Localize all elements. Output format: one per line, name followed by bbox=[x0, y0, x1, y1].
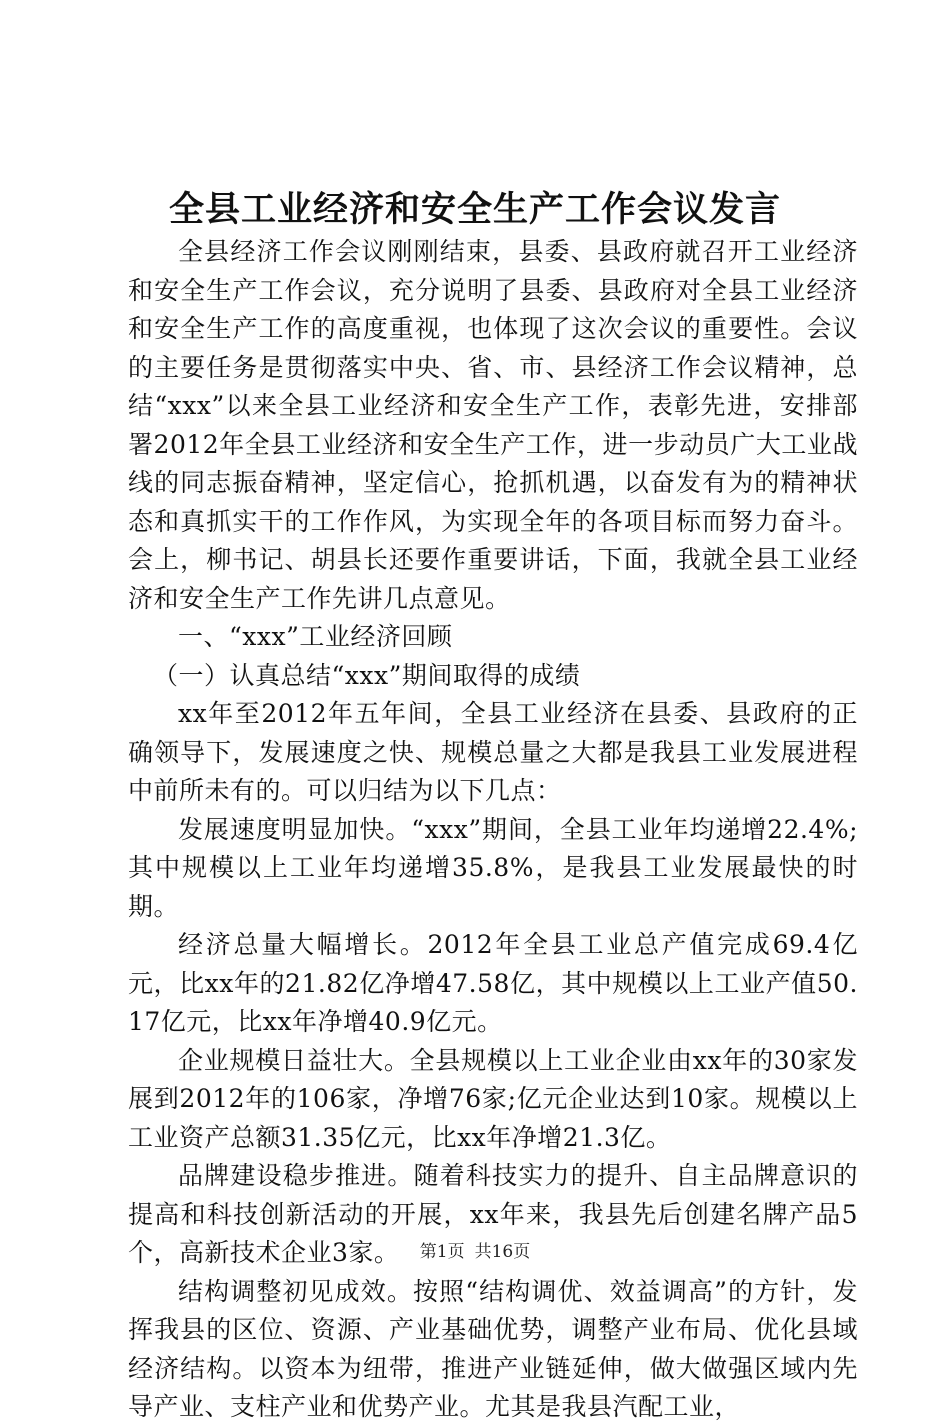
page-number: 第1页 bbox=[419, 1242, 465, 1262]
intro-paragraph: 全县经济工作会议刚刚结束，县委、县政府就召开工业经济和安全生产工作会议，充分说明了县委、县政府对全县工业经济和安全生产工作的高度重视，也体现了这次会议的重要性。会议的主要任务是贯彻落实中央、省、市、县经济工作会议精神，总结“xxx”以来全县工业经济和安全生产工作，表彰先进，安排部署2012年全县工业经济和安全生产工作，进一步动员广大工业战线的同志振奋精神，坚定信心，抢抓机遇，以奋发有为的精神状态和真抓实干的工作作风，为实现全年的各项目标而努力奋斗。会上，柳书记、胡县长还要作重要讲话，下面，我就全县工业经济和安全生产工作先讲几点意见。 bbox=[128, 237, 858, 613]
document-title: 全县工业经济和安全生产工作会议发言 bbox=[168, 190, 781, 230]
enterprise-scale-paragraph: 企业规模日益壮大。全县规模以上工业企业由xx年的30家发展到2012年的106家，净增76家;亿元企业达到10家。规模以上工业资产总额31.35亿元，比xx年净增21.3亿。 bbox=[128, 1045, 858, 1152]
page-total: 共16页 bbox=[474, 1242, 531, 1262]
subsection-heading-1: （一）认真总结“xxx”期间取得的成绩 bbox=[153, 660, 581, 690]
economic-total-paragraph: 经济总量大幅增长。2012年全县工业总产值完成69.4亿元，比xx年的21.82亿净增47.58亿，其中规模以上工业产值50.17亿元，比xx年净增40.9亿元。 bbox=[128, 930, 858, 1036]
section-heading-1: 一、“xxx”工业经济回顾 bbox=[178, 622, 453, 651]
brand-building-paragraph: 品牌建设稳步推进。随着科技实力的提升、自主品牌意识的提高和科技创新活动的开展，xx年来，我县先后创建名牌产品5个，高新技术企业3家。 bbox=[128, 1161, 858, 1267]
structure-adjustment-paragraph: 结构调整初见成效。按照“结构调优、效益调高”的方针，发挥我县的区位、资源、产业基础优势，调整产业布局、优化县域经济结构。以资本为纽带，推进产业链延伸，做大做强区域内先导产业、支柱产业和优势产业。尤其是我县汽配工业， bbox=[128, 1276, 858, 1421]
summary-paragraph: xx年至2012年五年间，全县工业经济在县委、县政府的正确领导下，发展速度之快、规模总量之大都是我县工业发展进程中前所未有的。可以归结为以下几点： bbox=[128, 699, 858, 805]
growth-speed-paragraph: 发展速度明显加快。“xxx”期间，全县工业年均递增22.4%;其中规模以上工业年均递增35.8%，是我县工业发展最快的时期。 bbox=[128, 814, 858, 921]
page-footer bbox=[0, 1240, 950, 1264]
